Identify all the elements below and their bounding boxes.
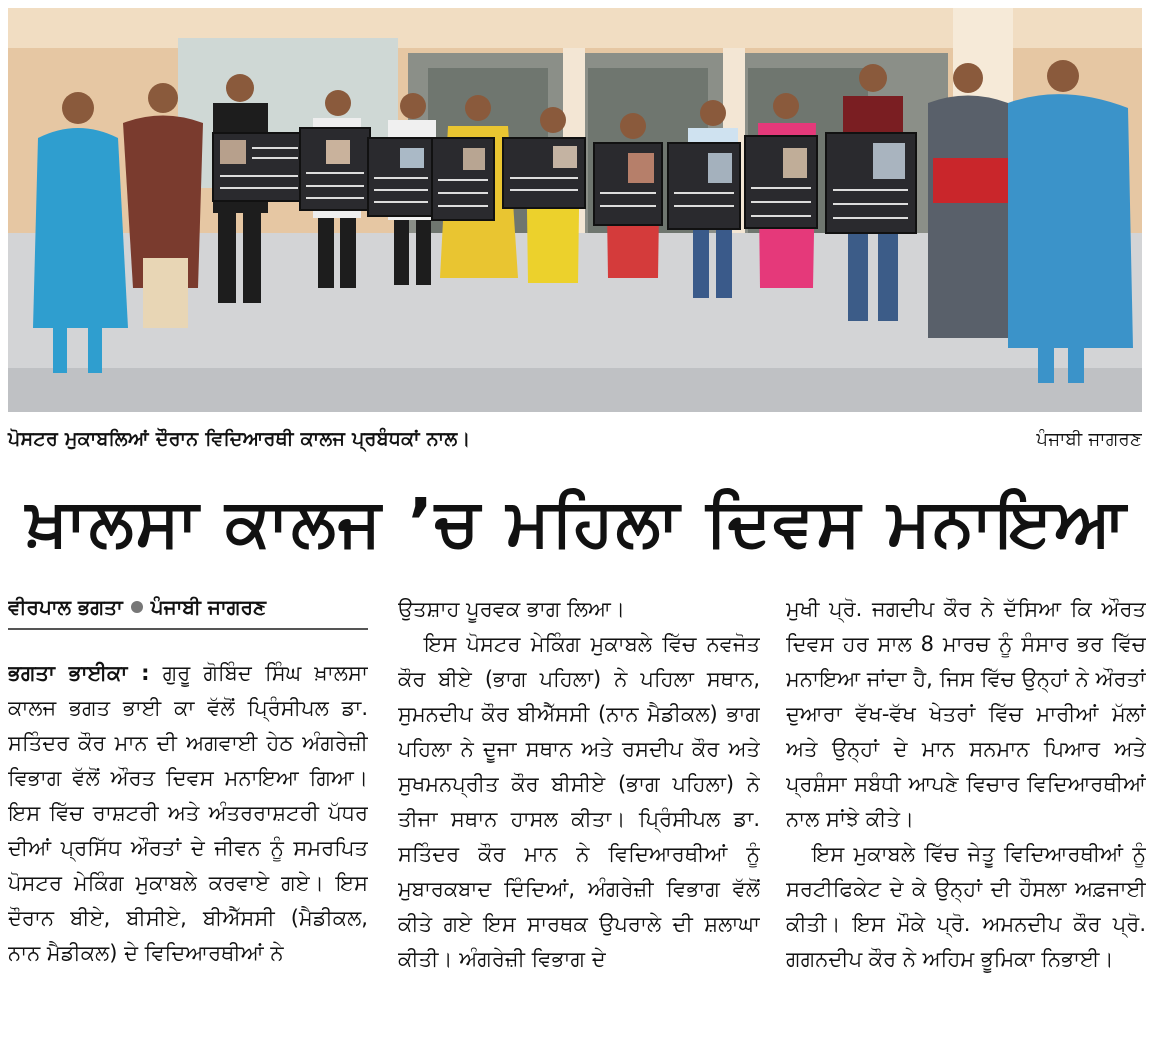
article-paragraph: ਉਤਸ਼ਾਹ ਪੂਰਵਕ ਭਾਗ ਲਿਆ। — [398, 597, 626, 621]
person — [1008, 60, 1133, 383]
poster — [826, 133, 916, 233]
byline-author: ਵੀਰਪਾਲ ਭਗਤਾ — [8, 595, 123, 619]
dateline: ਭਗਤਾ ਭਾਈਕਾ : — [8, 661, 150, 685]
article-paragraph: ਇਸ ਮੁਕਾਬਲੇ ਵਿੱਚ ਜੇਤੂ ਵਿਦਿਆਰਥੀਆਂ ਨੂੰ ਸਰਟੀਫਿਕੇਟ ਦੇ ਕੇ ਉਨ੍ਹਾਂ ਦੀ ਹੌਸਲਾ ਅਫ਼ਜਾਈ ਕੀਤੀ। ਇਸ ਮੌਕੇ ਪ੍ਰੋ. ਅਮਨਦੀਪ ਕੌਰ ਪ੍ਰੋ. ਗਗਨਦੀਪ ਕੌਰ ਨੇ ਅਹਿਮ ਭੂਮਿਕਾ ਨਿਭਾਈ। — [786, 842, 1146, 971]
poster — [300, 128, 370, 210]
article-text: ਗੁਰੂ ਗੋਬਿੰਦ ਸਿੰਘ ਖ਼ਾਲਸਾ ਕਾਲਜ ਭਗਤ ਭਾਈ ਕਾ ਵੱਲੋਂ ਪ੍ਰਿੰਸੀਪਲ ਡਾ. ਸਤਿੰਦਰ ਕੌਰ ਮਾਨ ਦੀ ਅਗਵਾਈ ਹੇਠ ਅੰਗਰੇਜ਼ੀ ਵਿਭਾਗ ਵੱਲੋਂ ਔਰਤ ਦਿਵਸ ਮਨਾਇਆ ਗਿਆ। ਇਸ ਵਿੱਚ ਰਾਸ਼ਟਰੀ ਅਤੇ ਅੰਤਰਰਾਸ਼ਟਰੀ ਪੱਧਰ ਦੀਆਂ ਪ੍ਰਸਿੱਧ ਔਰਤਾਂ ਦੇ ਜੀਵਨ ਨੂੰ ਸਮਰਪਿਤ ਪੋਸਟਰ ਮੇਕਿੰਗ ਮੁਕਾਬਲੇ ਕਰਵਾਏ ਗਏ। ਇਸ ਦੌਰਾਨ ਬੀਏ, ਬੀਸੀਏ, ਬੀਐੱਸਸੀ (ਮੈਡੀਕਲ, ਨਾਨ ਮੈਡੀਕਲ) ਦੇ ਵਿਦਿਆਰਥੀਆਂ ਨੇ — [8, 661, 368, 965]
group-photo-illustration — [8, 8, 1142, 412]
poster — [745, 136, 817, 228]
poster — [668, 143, 740, 229]
news-photo — [8, 8, 1142, 412]
headline: ਖ਼ਾਲਸਾ ਕਾਲਜ ’ਚ ਮਹਿਲਾ ਦਿਵਸ ਮਨਾਇਆ — [26, 484, 1128, 561]
article-column-2 — [398, 592, 760, 1032]
poster — [368, 138, 434, 216]
byline-publication: ਪੰਜਾਬੀ ਜਾਗਰਣ — [150, 595, 267, 619]
photo-caption: ਪੋਸਟਰ ਮੁਕਾਬਲਿਆਂ ਦੌਰਾਨ ਵਿਦਿਆਰਥੀ ਕਾਲਜ ਪ੍ਰਬੰਧਕਾਂ ਨਾਲ। — [8, 428, 471, 450]
bullet-dot-icon — [131, 601, 143, 613]
poster — [503, 138, 585, 208]
article-paragraph — [8, 656, 368, 971]
article-column-3 — [786, 592, 1146, 1032]
poster — [594, 143, 662, 225]
photo-caption-bar — [8, 424, 1142, 454]
byline — [8, 592, 368, 630]
article-column-1 — [8, 592, 368, 1032]
floor-edge — [8, 368, 1142, 412]
person — [928, 63, 1013, 338]
photo-credit: ਪੰਜਾਬੀ ਜਾਗਰਣ — [1036, 428, 1142, 450]
poster — [432, 138, 494, 220]
article-paragraph: ਇਸ ਪੋਸਟਰ ਮੇਕਿੰਗ ਮੁਕਾਬਲੇ ਵਿੱਚ ਨਵਜੋਤ ਕੌਰ ਬੀਏ (ਭਾਗ ਪਹਿਲਾ) ਨੇ ਪਹਿਲਾ ਸਥਾਨ, ਸੁਮਨਦੀਪ ਕੌਰ ਬੀਐੱਸਸੀ (ਨਾਨ ਮੈਡੀਕਲ) ਭਾਗ ਪਹਿਲਾ ਨੇ ਦੂਜਾ ਸਥਾਨ ਅਤੇ ਰਸਦੀਪ ਕੌਰ ਅਤੇ ਸੁਖਮਨਪ੍ਰੀਤ ਕੌਰ ਬੀਸੀਏ (ਭਾਗ ਪਹਿਲਾ) ਨੇ ਤੀਜਾ ਸਥਾਨ ਹਾਸਲ ਕੀਤਾ। ਪ੍ਰਿੰਸੀਪਲ ਡਾ. ਸਤਿੰਦਰ ਕੌਰ ਮਾਨ ਨੇ ਵਿਦਿਆਰਥੀਆਂ ਨੂੰ ਮੁਬਾਰਕਬਾਦ ਦਿੰਦਿਆਂ, ਅੰਗਰੇਜ਼ੀ ਵਿਭਾਗ ਵੱਲੋਂ ਕੀਤੇ ਗਏ ਇਸ ਸਾਰਥਕ ਉਪਰਾਲੇ ਦੀ ਸ਼ਲਾਘਾ ਕੀਤੀ। ਅੰਗਰੇਜ਼ੀ ਵਿਭਾਗ ਦੇ — [398, 632, 760, 971]
article-paragraph: ਮੁਖੀ ਪ੍ਰੋ. ਜਗਦੀਪ ਕੌਰ ਨੇ ਦੱਸਿਆ ਕਿ ਔਰਤ ਦਿਵਸ ਹਰ ਸਾਲ 8 ਮਾਰਚ ਨੂੰ ਸੰਸਾਰ ਭਰ ਵਿੱਚ ਮਨਾਇਆ ਜਾਂਦਾ ਹੈ, ਜਿਸ ਵਿੱਚ ਉਨ੍ਹਾਂ ਨੇ ਔਰਤਾਂ ਦੁਆਰਾ ਵੱਖ-ਵੱਖ ਖੇਤਰਾਂ ਵਿੱਚ ਮਾਰੀਆਂ ਮੱਲਾਂ ਅਤੇ ਉਨ੍ਹਾਂ ਦੇ ਮਾਨ ਸਨਮਾਨ ਪਿਆਰ ਅਤੇ ਪ੍ਰਸ਼ੰਸਾ ਸਬੰਧੀ ਆਪਣੇ ਵਿਚਾਰ ਵਿਦਿਆਰਥੀਆਂ ਨਾਲ ਸਾਂਝੇ ਕੀਤੇ। — [786, 597, 1146, 831]
poster — [213, 133, 305, 201]
